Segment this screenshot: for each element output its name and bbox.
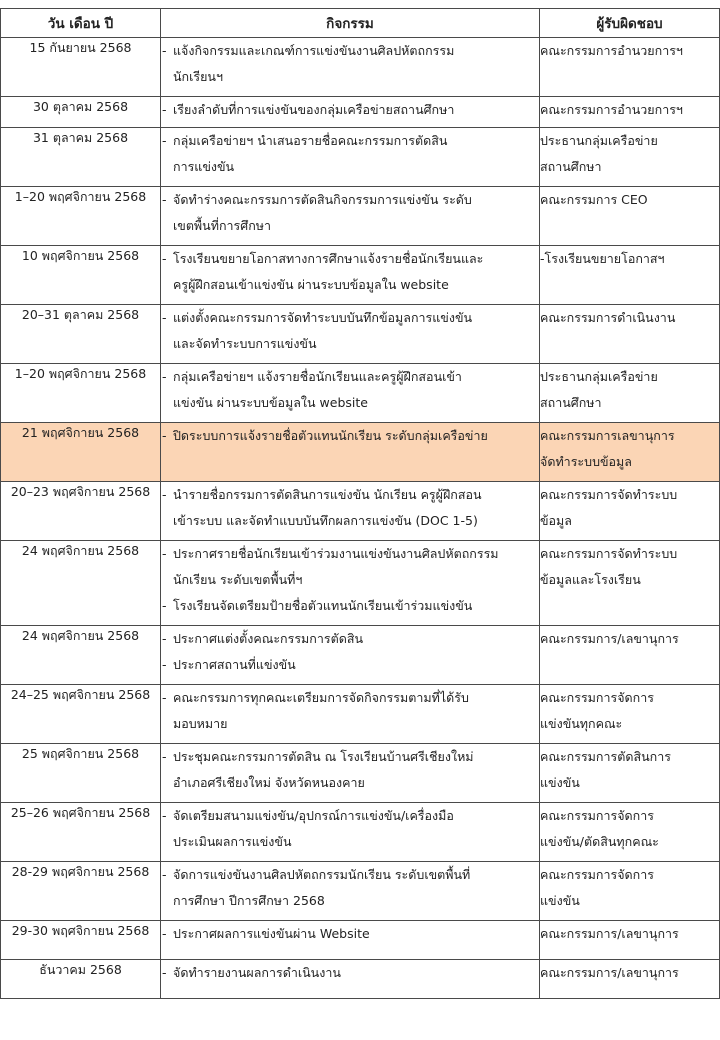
activity-line: - ประชุมคณะกรรมการตัดสิน ณ โรงเรียนบ้านศรีเชียงใหม่	[161, 744, 539, 770]
table-row	[1, 921, 720, 960]
responsible-cell	[540, 744, 720, 803]
table-row	[1, 744, 720, 803]
table-row	[1, 187, 720, 246]
activity-line: - คณะกรรมการทุกคณะเตรียมการจัดกิจกรรมตามที่ได้รับ	[161, 685, 539, 711]
responsible-line: -โรงเรียนขยายโอกาสฯ	[540, 251, 665, 266]
responsible-line: คณะกรรมการจัดทำระบบ	[540, 487, 678, 502]
header-activity: กิจกรรม	[161, 9, 540, 38]
activity-cell	[161, 38, 540, 97]
date-cell: 30 ตุลาคม 2568	[1, 97, 161, 128]
activity-line: มอบหมาย	[173, 716, 228, 731]
responsible-cell	[540, 246, 720, 305]
date-cell: 31 ตุลาคม 2568	[1, 128, 161, 187]
table-row	[1, 128, 720, 187]
responsible-line: แข่งขันทุกคณะ	[540, 716, 623, 731]
table-row	[1, 541, 720, 626]
responsible-line: คณะกรรมการอำนวยการฯ	[540, 43, 683, 58]
table-row	[1, 38, 720, 97]
responsible-line: คณะกรรมการอำนวยการฯ	[540, 102, 683, 117]
table-row	[1, 482, 720, 541]
activity-line: เขตพื้นที่การศึกษา	[173, 218, 272, 233]
responsible-cell	[540, 97, 720, 128]
responsible-line: คณะกรรมการตัดสินการ	[540, 749, 671, 764]
responsible-line: คณะกรรมการจัดการ	[540, 690, 654, 705]
responsible-line: คณะกรรมการ CEO	[540, 192, 648, 207]
table-row	[1, 685, 720, 744]
activity-cell	[161, 246, 540, 305]
date-cell: 20–31 ตุลาคม 2568	[1, 305, 161, 364]
table-row	[1, 305, 720, 364]
table-row	[1, 862, 720, 921]
date-cell: 24 พฤศจิกายน 2568	[1, 626, 161, 685]
activity-line: - กลุ่มเครือข่ายฯ แจ้งรายชื่อนักเรียนและครูผู้ฝึกสอนเข้า	[161, 364, 539, 390]
activity-line: - ประกาศแต่งตั้งคณะกรรมการตัดสิน	[161, 626, 539, 652]
date-cell: 25–26 พฤศจิกายน 2568	[1, 803, 161, 862]
responsible-line: แข่งขัน	[540, 775, 580, 790]
responsible-line: ประธานกลุ่มเครือข่าย	[540, 369, 658, 384]
responsible-cell	[540, 482, 720, 541]
activity-line: - แต่งตั้งคณะกรรมการจัดทำระบบบันทึกข้อมูลการแข่งขัน	[161, 305, 539, 331]
activity-line: อำเภอศรีเชียงใหม่ จังหวัดหนองคาย	[173, 775, 365, 790]
header-date: วัน เดือน ปี	[1, 9, 161, 38]
date-cell: 1–20 พฤศจิกายน 2568	[1, 364, 161, 423]
activity-line: การศึกษา ปีการศึกษา 2568	[173, 893, 325, 908]
activity-line: ประเมินผลการแข่งขัน	[173, 834, 292, 849]
responsible-line: แข่งขัน	[540, 893, 580, 908]
activity-line: - แจ้งกิจกรรมและเกณฑ์การแข่งขันงานศิลปหัตถกรรม	[161, 38, 539, 64]
activity-cell	[161, 97, 540, 128]
activity-line: การแข่งขัน	[173, 159, 235, 174]
responsible-line: คณะกรรมการ/เลขานุการ	[540, 926, 679, 941]
responsible-line: ข้อมูล	[540, 513, 572, 528]
activity-cell	[161, 423, 540, 482]
activity-line: - โรงเรียนจัดเตรียมป้ายชื่อตัวแทนนักเรียนเข้าร่วมแข่งขัน	[161, 593, 539, 619]
header-row	[1, 9, 720, 38]
activity-cell	[161, 744, 540, 803]
responsible-line: ประธานกลุ่มเครือข่าย	[540, 133, 658, 148]
responsible-line: จัดทำระบบข้อมูล	[540, 454, 632, 469]
responsible-cell	[540, 862, 720, 921]
responsible-cell	[540, 128, 720, 187]
activity-cell	[161, 803, 540, 862]
activity-line: - กลุ่มเครือข่ายฯ นำเสนอรายชื่อคณะกรรมการตัดสิน	[161, 128, 539, 154]
activity-line: - นำรายชื่อกรรมการตัดสินการแข่งขัน นักเรียน ครูผู้ฝึกสอน	[161, 482, 539, 508]
activity-cell	[161, 626, 540, 685]
activity-line: - โรงเรียนขยายโอกาสทางการศึกษาแจ้งรายชื่อนักเรียนและ	[161, 246, 539, 272]
table-row	[1, 246, 720, 305]
activity-line: - เรียงลำดับที่การแข่งขันของกลุ่มเครือข่ายสถานศึกษา	[161, 97, 539, 123]
date-cell: ธันวาคม 2568	[1, 960, 161, 999]
table-row	[1, 97, 720, 128]
responsible-cell	[540, 803, 720, 862]
activity-line: - จัดทำร่างคณะกรรมการตัดสินกิจกรรมการแข่งขัน ระดับ	[161, 187, 539, 213]
responsible-cell	[540, 541, 720, 626]
responsible-line: คณะกรรมการจัดการ	[540, 867, 654, 882]
activity-line: - จัดการแข่งขันงานศิลปหัตถกรรมนักเรียน ระดับเขตพื้นที่	[161, 862, 539, 888]
date-cell: 29-30 พฤศจิกายน 2568	[1, 921, 161, 960]
responsible-cell	[540, 626, 720, 685]
activity-line: เข้าระบบ และจัดทำแบบบันทึกผลการแข่งขัน (DOC 1-5)	[173, 513, 478, 528]
activity-cell	[161, 685, 540, 744]
responsible-cell	[540, 685, 720, 744]
activity-line: - ประกาศสถานที่แข่งขัน	[161, 652, 539, 678]
activity-line: - ประกาศผลการแข่งขันผ่าน Website	[161, 921, 539, 947]
activity-cell	[161, 187, 540, 246]
activity-cell	[161, 862, 540, 921]
responsible-cell	[540, 305, 720, 364]
responsible-line: คณะกรรมการจัดการ	[540, 808, 654, 823]
activity-cell	[161, 482, 540, 541]
responsible-cell	[540, 38, 720, 97]
activity-line: ครูผู้ฝึกสอนเข้าแข่งขัน ผ่านระบบข้อมูลใน website	[173, 277, 449, 292]
activity-cell	[161, 364, 540, 423]
date-cell: 1–20 พฤศจิกายน 2568	[1, 187, 161, 246]
activity-line: แข่งขัน ผ่านระบบข้อมูลใน website	[173, 395, 368, 410]
activity-cell	[161, 305, 540, 364]
responsible-cell	[540, 187, 720, 246]
date-cell: 24 พฤศจิกายน 2568	[1, 541, 161, 626]
responsible-line: คณะกรรมการเลขานุการ	[540, 428, 675, 443]
schedule-table	[0, 8, 720, 999]
activity-line: - ประกาศรายชื่อนักเรียนเข้าร่วมงานแข่งขันงานศิลปหัตถกรรม	[161, 541, 539, 567]
responsible-line: คณะกรรมการ/เลขานุการ	[540, 965, 679, 980]
responsible-line: คณะกรรมการจัดทำระบบ	[540, 546, 678, 561]
table-row	[1, 364, 720, 423]
responsible-cell	[540, 921, 720, 960]
responsible-line: ข้อมูลและโรงเรียน	[540, 572, 641, 587]
date-cell: 10 พฤศจิกายน 2568	[1, 246, 161, 305]
highlighted-row	[1, 423, 720, 482]
responsible-line: สถานศึกษา	[540, 395, 602, 410]
date-cell: 24–25 พฤศจิกายน 2568	[1, 685, 161, 744]
date-cell: 21 พฤศจิกายน 2568	[1, 423, 161, 482]
date-cell: 25 พฤศจิกายน 2568	[1, 744, 161, 803]
activity-line: - ปิดระบบการแจ้งรายชื่อตัวแทนนักเรียน ระดับกลุ่มเครือข่าย	[161, 423, 539, 449]
activity-cell	[161, 960, 540, 999]
date-cell: 15 กันยายน 2568	[1, 38, 161, 97]
table-row	[1, 626, 720, 685]
date-cell: 28-29 พฤศจิกายน 2568	[1, 862, 161, 921]
activity-cell	[161, 921, 540, 960]
responsible-line: แข่งขัน/ตัดสินทุกคณะ	[540, 834, 659, 849]
header-responsible: ผู้รับผิดชอบ	[540, 9, 720, 38]
activity-line: และจัดทำระบบการแข่งขัน	[173, 336, 317, 351]
responsible-line: สถานศึกษา	[540, 159, 602, 174]
responsible-cell	[540, 423, 720, 482]
date-cell: 20–23 พฤศจิกายน 2568	[1, 482, 161, 541]
activity-line: - จัดเตรียมสนามแข่งขัน/อุปกรณ์การแข่งขัน/เครื่องมือ	[161, 803, 539, 829]
table-row	[1, 803, 720, 862]
activity-cell	[161, 541, 540, 626]
activity-line: นักเรียน ระดับเขตพื้นที่ฯ	[173, 572, 303, 587]
responsible-cell	[540, 960, 720, 999]
table-row	[1, 960, 720, 999]
responsible-line: คณะกรรมการ/เลขานุการ	[540, 631, 679, 646]
activity-line: - จัดทำรายงานผลการดำเนินงาน	[161, 960, 539, 986]
activity-line: นักเรียนฯ	[173, 69, 223, 84]
responsible-cell	[540, 364, 720, 423]
activity-cell	[161, 128, 540, 187]
responsible-line: คณะกรรมการดำเนินงาน	[540, 310, 676, 325]
